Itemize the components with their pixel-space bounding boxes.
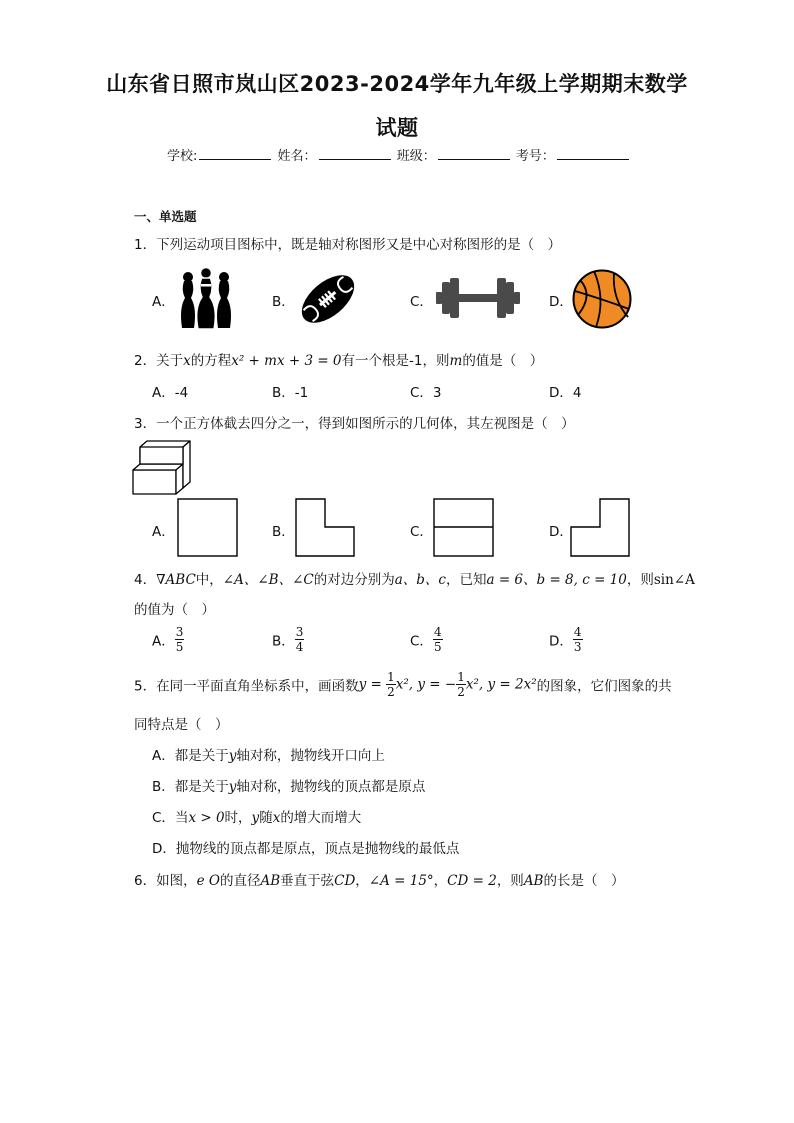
question-3-stem: 3．一个正方体截去四分之一，得到如图所示的几何体，其左视图是（ ） xyxy=(134,416,575,432)
q2-var-x: x xyxy=(183,353,191,369)
q4-triangle: ∇ABC xyxy=(156,572,196,588)
q5-func: y = xyxy=(358,676,387,693)
q4-fraction: $\frac{3}{4}$ xyxy=(295,625,304,654)
q2-var-m: m xyxy=(449,353,463,369)
q5-func: x², y = − xyxy=(395,676,457,693)
q2-text: 有一个根是-1，则 xyxy=(341,353,450,369)
q2-option-b: B．-1 xyxy=(272,385,309,401)
cut-cube-figure xyxy=(132,437,192,495)
q5-text: 抛物线的顶点都是原点，顶点是抛物线的最低点 xyxy=(175,841,460,857)
american-football-icon xyxy=(298,270,358,328)
q6-angle: ∠A = 15° xyxy=(368,873,434,889)
q1-option-d-label: D． xyxy=(549,294,573,310)
q1-option-c-label: C． xyxy=(410,294,433,310)
dumbbell-icon xyxy=(436,276,520,320)
q5-func: x², y = 2x² xyxy=(465,676,537,693)
q5-option-b xyxy=(152,775,425,795)
q5-option-label: A． xyxy=(152,748,175,764)
q4-fraction: $\frac{3}{5}$ xyxy=(175,625,184,654)
question-4-stem xyxy=(134,568,695,588)
section-heading: 一、单选题 xyxy=(134,209,197,224)
q6-text: ， xyxy=(355,873,369,889)
q5-text: 的增大而增大 xyxy=(280,810,362,826)
name-label: 姓名： xyxy=(277,149,317,164)
q5-text: 当 xyxy=(174,810,189,826)
question-5-stem-line2: 同特点是（ ） xyxy=(134,717,229,733)
q5-option-c xyxy=(152,806,361,826)
q6-segment: AB xyxy=(523,873,544,889)
q5-condition: x > 0 xyxy=(188,810,225,826)
q5-text: 时， xyxy=(224,810,252,826)
q5-option-a xyxy=(152,744,385,764)
q4-target: sin∠A xyxy=(653,572,695,588)
q2-text: 2．关于 xyxy=(134,353,184,369)
basketball-icon xyxy=(572,269,632,329)
q5-var: y xyxy=(228,748,237,764)
q2-equation: x² + mx + 3 = 0 xyxy=(231,353,342,369)
q3-option-b-label: B． xyxy=(272,524,295,540)
q5-var: y xyxy=(228,779,237,795)
q5-text: 随 xyxy=(259,810,273,826)
q5-option-d xyxy=(152,837,459,857)
q5-fraction: $\frac{1}{2}$ xyxy=(457,670,465,699)
q1-option-a-label: A． xyxy=(152,294,175,310)
q6-text: 垂直于弦 xyxy=(280,873,335,889)
q4-option-d xyxy=(549,625,583,654)
q4-angles: ∠A、∠B、∠C xyxy=(222,572,314,588)
school-label: 学校: xyxy=(167,149,198,164)
q5-option-label: B． xyxy=(152,779,175,795)
q4-text: 4． xyxy=(134,572,157,588)
question-2-stem xyxy=(134,349,543,369)
q4-option-b xyxy=(272,625,304,654)
q4-text: ，已知 xyxy=(445,572,487,588)
q4-option-label: D． xyxy=(549,633,573,650)
q5-var: x xyxy=(272,810,281,826)
student-info-line xyxy=(167,145,631,164)
q3-option-c-label: C． xyxy=(410,524,433,540)
class-field[interactable] xyxy=(438,147,510,160)
q2-text: 的方程 xyxy=(190,353,232,369)
page-title-line2: 试题 xyxy=(375,116,419,140)
q4-sides: a、b、c xyxy=(394,572,446,588)
q6-segment: AB xyxy=(260,873,281,889)
q4-option-label: C． xyxy=(410,633,433,650)
exam-no-label: 考号： xyxy=(515,149,555,164)
q6-text: ，则 xyxy=(496,873,524,889)
q2-option-d: D．4 xyxy=(549,385,582,401)
question-6-stem xyxy=(134,869,624,889)
q6-given: CD = 2 xyxy=(447,873,497,889)
q4-option-label: B． xyxy=(272,633,295,650)
q6-text: 的长是（ ） xyxy=(543,873,625,889)
question-1-stem: 1．下列运动项目图标中，既是轴对称图形又是中心对称图形的是（ ） xyxy=(134,237,562,253)
exam-no-field[interactable] xyxy=(557,147,629,160)
q4-given: a = 6、b = 8, c = 10 xyxy=(486,572,627,588)
q2-option-a: A．-4 xyxy=(152,385,189,401)
q5-text: 轴对称，抛物线的顶点都是原点 xyxy=(236,779,426,795)
q4-option-label: A． xyxy=(152,633,175,650)
q3-option-c-figure xyxy=(433,498,495,558)
q2-option-c: C．3 xyxy=(410,385,442,401)
q5-var: y xyxy=(251,810,260,826)
q4-text: 中， xyxy=(195,572,223,588)
class-label: 班级： xyxy=(396,149,436,164)
bowling-pins-icon xyxy=(176,268,236,330)
q5-text: 都是关于 xyxy=(174,748,229,764)
q3-option-d-figure xyxy=(570,498,632,558)
q3-option-a-label: A． xyxy=(152,524,175,540)
school-field[interactable] xyxy=(199,147,271,160)
q5-text: 都是关于 xyxy=(174,779,229,795)
q6-text: ， xyxy=(433,873,448,889)
q5-option-label: C． xyxy=(152,810,175,826)
q6-segment: CD xyxy=(334,873,356,889)
q2-text: 的值是（ ） xyxy=(462,353,544,369)
name-field[interactable] xyxy=(319,147,391,160)
q1-option-b-label: B． xyxy=(272,294,295,310)
q4-fraction: $\frac{4}{5}$ xyxy=(433,625,442,654)
q5-fraction: $\frac{1}{2}$ xyxy=(387,670,395,699)
q3-option-b-figure xyxy=(295,498,357,558)
q4-text: ，则 xyxy=(626,572,654,588)
q6-text: 6．如图， xyxy=(134,873,197,889)
q3-option-a-figure xyxy=(177,498,239,558)
q5-text: 轴对称，抛物线开口向上 xyxy=(236,748,385,764)
question-4-stem-line2: 的值为（ ） xyxy=(134,602,215,618)
q4-option-a xyxy=(152,625,184,654)
q4-option-c xyxy=(410,625,443,654)
q6-circle: e O xyxy=(196,873,220,889)
q5-option-label: D． xyxy=(152,841,176,857)
q4-fraction: $\frac{4}{3}$ xyxy=(573,625,582,654)
q4-text: 的对边分别为 xyxy=(313,572,395,588)
q5-text: 的图象，它们图象的共 xyxy=(536,678,672,695)
page-title: 山东省日照市岚山区2023-2024学年九年级上学期期末数学 xyxy=(106,72,688,96)
q3-option-d-label: D． xyxy=(549,524,573,540)
q6-text: 的直径 xyxy=(219,873,261,889)
q5-text: 5．在同一平面直角坐标系中，画函数 xyxy=(134,678,359,695)
question-5-stem xyxy=(134,670,672,699)
